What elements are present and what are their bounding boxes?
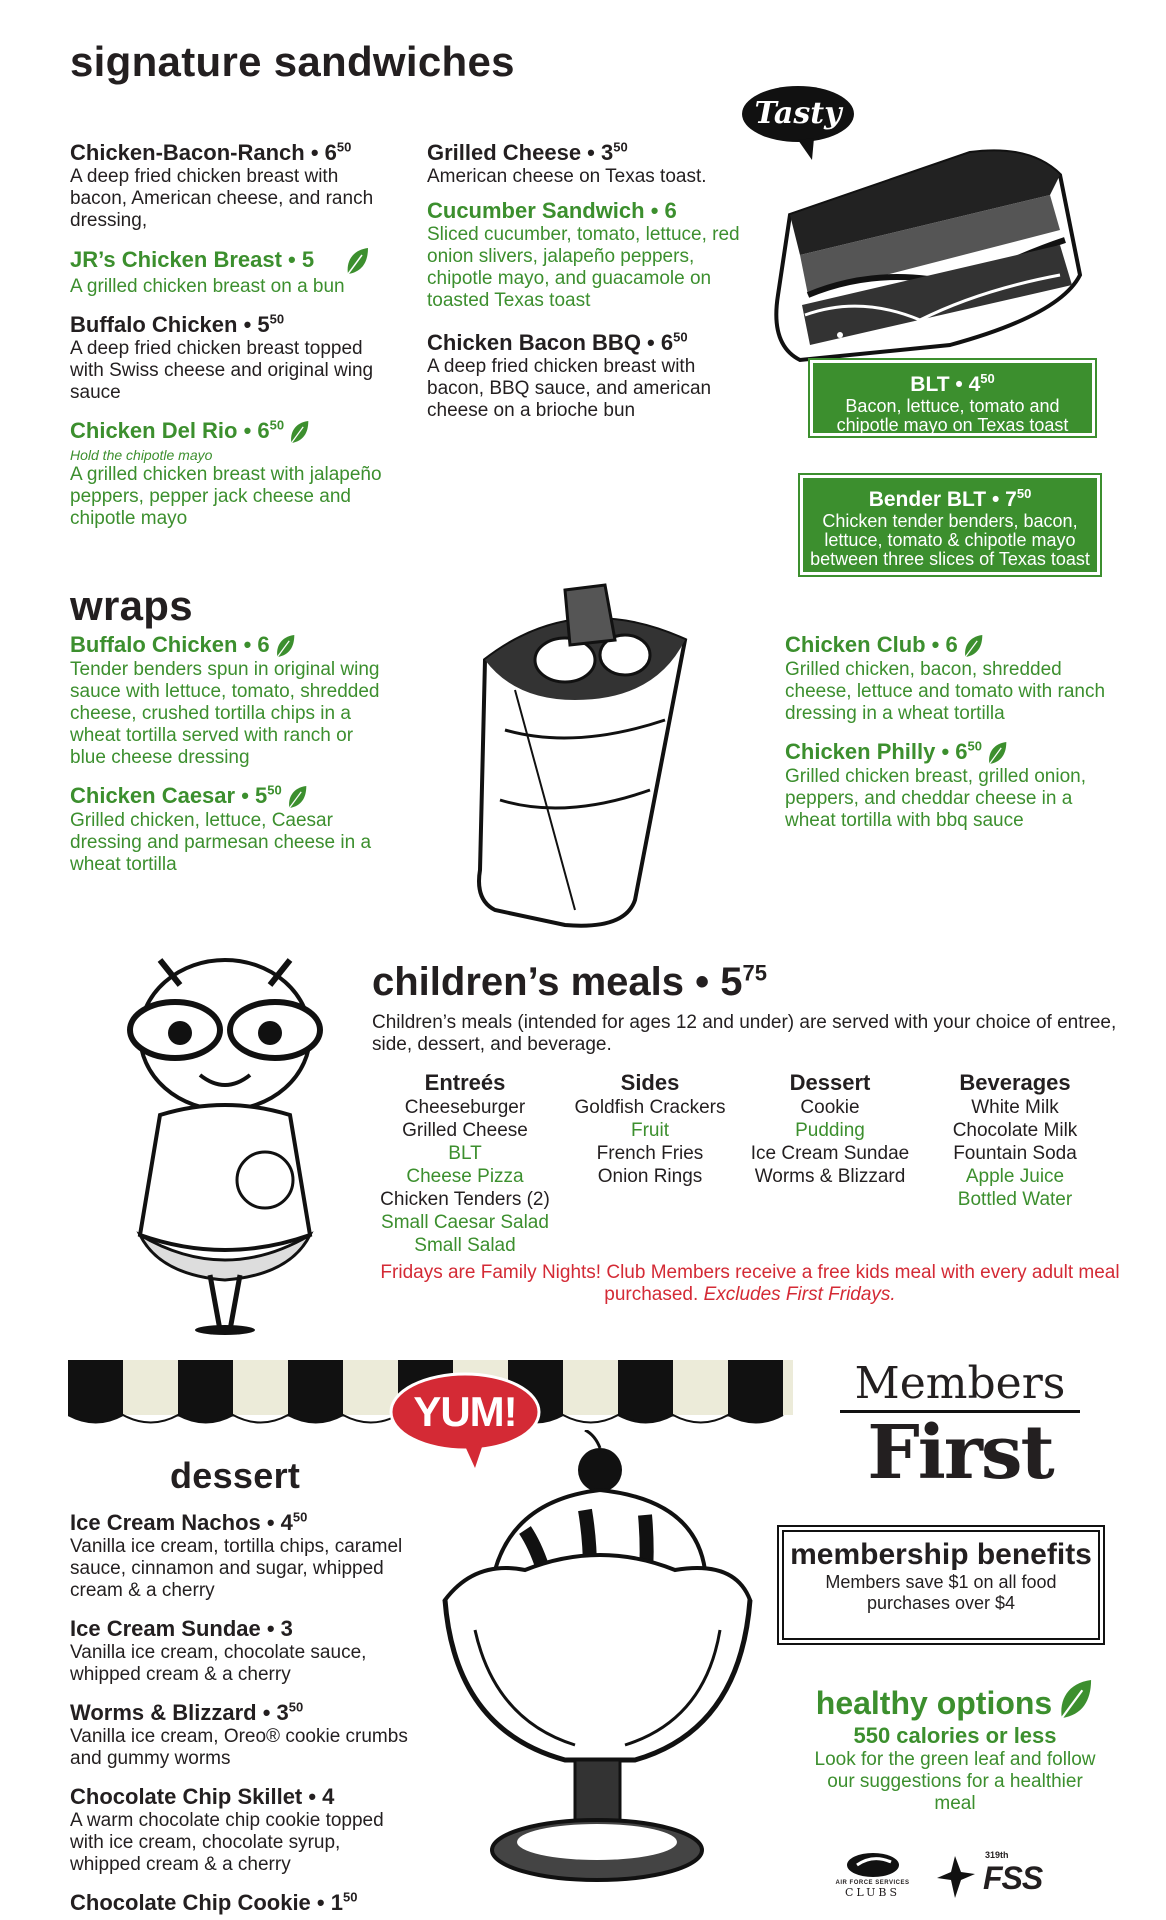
menu-item-jrs-chicken-breast bbox=[70, 246, 400, 298]
wrap-illustration bbox=[455, 580, 715, 940]
item-price-cents: 50 bbox=[342, 1889, 358, 1905]
fss-text: FSS bbox=[983, 1860, 1043, 1896]
kids-item: White Milk bbox=[971, 1097, 1059, 1118]
item-price-cents: 50 bbox=[967, 738, 983, 754]
kid-illustration bbox=[90, 945, 360, 1335]
item-name: Ice Cream Nachos • 4 bbox=[70, 1510, 293, 1535]
kids-col-header: Entreés bbox=[424, 1070, 506, 1095]
sandwiches-title: signature sandwiches bbox=[70, 38, 515, 85]
menu-item-chicken-bacon-ranch bbox=[70, 140, 400, 232]
fss-small: 319th bbox=[985, 1850, 1009, 1860]
kids-item: Cookie bbox=[800, 1097, 860, 1118]
item-desc: A grilled chicken breast on a bun bbox=[70, 276, 345, 297]
item-name: BLT • 4 bbox=[910, 373, 981, 396]
item-name: JR’s Chicken Breast • 5 bbox=[70, 246, 315, 272]
wraps-right bbox=[785, 632, 1115, 846]
kids-intro: Children’s meals (intended for ages 12 and under) are served with your choice of entree, side, dessert, and beverage. bbox=[372, 1012, 1117, 1055]
item-desc: A deep fried chicken breast with bacon, BBQ sauce, and american cheese on a brioche bun bbox=[427, 356, 712, 421]
kids-item: Small Salad bbox=[414, 1235, 516, 1256]
sundae-image bbox=[435, 1430, 755, 1900]
yum-bubble-text: YUM! bbox=[413, 1388, 517, 1435]
kids-col-dessert bbox=[740, 1070, 920, 1188]
dessert-title: dessert bbox=[170, 1455, 301, 1496]
item-name: Chicken Bacon BBQ • 6 bbox=[427, 330, 674, 355]
kids-col-header: Dessert bbox=[789, 1070, 871, 1095]
benefits-desc: Members save $1 on all food purchases over $4 bbox=[825, 1572, 1057, 1613]
fss-emblem-icon bbox=[935, 1852, 977, 1900]
menu-item-ice-cream-nachos bbox=[70, 1510, 410, 1602]
item-desc: Tender benders spun in original wing sauce with lettuce, tomato, shredded cheese, crushed tortilla chips in a wheat tortilla served with ranch or blue cheese dressing bbox=[70, 659, 380, 769]
item-desc: A deep fried chicken breast with bacon, American cheese, and ranch dressing, bbox=[70, 166, 374, 231]
item-desc: Grilled chicken, bacon, shredded cheese, lettuce and tomato with ranch dressing in a wheat tortilla bbox=[785, 659, 1106, 725]
kids-item: Goldfish Crackers bbox=[574, 1097, 726, 1118]
item-price-cents: 50 bbox=[269, 311, 285, 327]
item-desc: American cheese on Texas toast. bbox=[427, 166, 707, 187]
kids-item: Worms & Blizzard bbox=[754, 1166, 906, 1187]
dessert-list bbox=[70, 1510, 410, 1920]
item-note: Hold the chipotle mayo bbox=[70, 447, 213, 464]
leaf-icon bbox=[274, 633, 296, 659]
item-name: Chicken Philly • 6 bbox=[785, 739, 968, 765]
kids-item: Pudding bbox=[795, 1120, 865, 1141]
kids-title bbox=[372, 960, 767, 1005]
kid-image bbox=[90, 945, 360, 1335]
item-desc: A deep fried chicken breast topped with Swiss cheese and original wing sauce bbox=[70, 338, 374, 403]
menu-item-grilled-cheese bbox=[427, 140, 757, 188]
kids-item: Cheeseburger bbox=[404, 1097, 526, 1118]
kids-col-header: Sides bbox=[620, 1070, 680, 1095]
healthy-title: healthy options bbox=[815, 1685, 1053, 1721]
kids-col-entrees bbox=[370, 1070, 560, 1257]
kids-col-beverages bbox=[925, 1070, 1105, 1211]
item-price-cents: 50 bbox=[288, 1699, 304, 1715]
wraps-title: wraps bbox=[70, 582, 193, 629]
wraps-left bbox=[70, 632, 390, 890]
item-desc: Vanilla ice cream, tortilla chips, caramel sauce, cinnamon and sugar, whipped cream & a cherry bbox=[70, 1536, 403, 1601]
item-price-cents: 50 bbox=[980, 371, 995, 386]
menu-item-chicken-bacon-bbq bbox=[427, 330, 757, 422]
item-desc: Grilled chicken breast, grilled onion, peppers, and cheddar cheese in a wheat tortilla with bbq sauce bbox=[785, 766, 1086, 832]
sandwich-image bbox=[760, 145, 1100, 375]
kids-item: BLT bbox=[448, 1143, 482, 1164]
item-name: Chicken Club • 6 bbox=[785, 632, 958, 657]
kids-item: Fruit bbox=[631, 1120, 669, 1141]
item-price-cents: 50 bbox=[267, 782, 282, 798]
leaf-icon bbox=[344, 246, 370, 276]
bender-blt-banner bbox=[800, 475, 1100, 575]
healthy-desc: Look for the green leaf and follow our suggestions for a healthier meal bbox=[814, 1748, 1096, 1814]
healthy-sub: 550 calories or less bbox=[853, 1722, 1057, 1748]
kids-item: Small Caesar Salad bbox=[381, 1212, 549, 1233]
item-desc: Chicken tender benders, bacon, lettuce, tomato & chipotle mayo between three slices of Texas toast bbox=[810, 511, 1090, 569]
sandwich-illustration bbox=[760, 145, 1100, 375]
leaf-icon bbox=[986, 740, 1008, 766]
item-price-cents: 50 bbox=[1016, 486, 1032, 501]
menu-item-ice-cream-sundae bbox=[70, 1616, 410, 1686]
item-name: Chocolate Chip Skillet • 4 bbox=[70, 1784, 335, 1809]
item-name: Chicken-Bacon-Ranch • 6 bbox=[70, 140, 337, 165]
kids-item: Fountain Soda bbox=[953, 1143, 1077, 1164]
sandwiches-col2 bbox=[427, 140, 757, 436]
kids-item: Ice Cream Sundae bbox=[750, 1143, 910, 1164]
item-price-cents: 50 bbox=[292, 1509, 308, 1525]
item-desc: Sliced cucumber, tomato, lettuce, red onion slivers, jalapeño peppers, chipotle mayo, and guacamole on toasted Texas toast bbox=[427, 224, 740, 311]
fss-logo bbox=[935, 1848, 1075, 1908]
item-name: Chocolate Chip Cookie • 1 bbox=[70, 1890, 343, 1915]
menu-item-chicken-del-rio bbox=[70, 418, 400, 530]
members-logo-line2: First bbox=[867, 1410, 1053, 1496]
item-price-cents: 50 bbox=[673, 329, 688, 345]
afsc-emblem-icon bbox=[843, 1850, 903, 1880]
item-name: Buffalo Chicken • 6 bbox=[70, 632, 270, 657]
kids-item: Grilled Cheese bbox=[402, 1120, 528, 1141]
kids-item: Apple Juice bbox=[965, 1166, 1065, 1187]
kids-item: French Fries bbox=[596, 1143, 704, 1164]
item-desc: A warm chocolate chip cookie topped with ice cream, chocolate syrup, whipped cream & a cherry bbox=[70, 1810, 384, 1875]
sandwiches-col1 bbox=[70, 140, 400, 544]
kids-item: Chicken Tenders (2) bbox=[380, 1189, 550, 1210]
menu-item-buffalo-chicken-wrap bbox=[70, 632, 390, 769]
menu-item-chicken-philly-wrap bbox=[785, 739, 1115, 832]
menu-item-chocolate-chip-skillet bbox=[70, 1784, 410, 1876]
kids-item: Cheese Pizza bbox=[406, 1166, 524, 1187]
kids-item: Chocolate Milk bbox=[952, 1120, 1078, 1141]
benefits-title: membership benefits bbox=[790, 1538, 1092, 1571]
leaf-icon bbox=[286, 784, 308, 810]
item-name: Ice Cream Sundae • 3 bbox=[70, 1616, 293, 1641]
item-desc: Bacon, lettuce, tomato and chipotle mayo on Texas toast bbox=[836, 396, 1069, 435]
menu-item-buffalo-chicken bbox=[70, 312, 400, 404]
family-note-text: Fridays are Family Nights! Club Members receive a free kids meal with every adult meal purchased. bbox=[380, 1262, 1120, 1305]
item-desc: Vanilla ice cream, Oreo® cookie crumbs and gummy worms bbox=[70, 1726, 408, 1769]
afsc-text: AIR FORCE SERVICES bbox=[835, 1880, 910, 1886]
healthy-options-panel bbox=[790, 1685, 1120, 1815]
menu-item-chicken-caesar-wrap bbox=[70, 783, 390, 876]
members-first-logo bbox=[840, 1360, 1080, 1510]
kids-col-header: Beverages bbox=[959, 1070, 1071, 1095]
item-name: Chicken Del Rio • 6 bbox=[70, 418, 270, 443]
leaf-icon bbox=[1056, 1675, 1094, 1723]
item-name: Cucumber Sandwich • 6 bbox=[427, 198, 677, 223]
wrap-image bbox=[455, 580, 715, 940]
family-night-note bbox=[380, 1262, 1120, 1306]
menu-item-chocolate-chip-cookie bbox=[70, 1890, 410, 1916]
membership-benefits-box bbox=[782, 1530, 1100, 1640]
air-force-clubs-logo bbox=[825, 1850, 920, 1910]
menu-item-chicken-club-wrap bbox=[785, 632, 1115, 725]
family-note-italic: Excludes First Fridays. bbox=[703, 1284, 896, 1305]
item-name: Buffalo Chicken • 5 bbox=[70, 312, 270, 337]
item-desc: Grilled chicken, lettuce, Caesar dressing and parmesan cheese in a wheat tortilla bbox=[70, 810, 372, 876]
item-desc: A grilled chicken breast with jalapeño peppers, pepper jack cheese and chipotle mayo bbox=[70, 464, 382, 530]
leaf-icon bbox=[288, 418, 310, 446]
item-price-cents: 50 bbox=[336, 139, 352, 155]
kids-item: Bottled Water bbox=[957, 1189, 1073, 1210]
menu-item-worms-blizzard bbox=[70, 1700, 410, 1770]
kids-price-cents: 75 bbox=[742, 960, 767, 986]
item-name: Chicken Caesar • 5 bbox=[70, 783, 268, 809]
blt-banner bbox=[810, 360, 1095, 436]
item-name: Bender BLT • 7 bbox=[868, 488, 1017, 511]
kids-title-text: children’s meals • 5 bbox=[372, 960, 743, 1004]
afsc-clubs: CLUBS bbox=[844, 1886, 900, 1899]
members-logo-line1: Members bbox=[840, 1360, 1080, 1413]
item-name: Grilled Cheese • 3 bbox=[427, 140, 614, 165]
item-desc: Vanilla ice cream, chocolate sauce, whipped cream & a cherry bbox=[70, 1642, 367, 1685]
kids-item: Onion Rings bbox=[597, 1166, 703, 1187]
menu-item-cucumber-sandwich bbox=[427, 198, 757, 312]
item-name: Worms & Blizzard • 3 bbox=[70, 1700, 289, 1725]
leaf-icon bbox=[962, 633, 984, 659]
item-price-cents: 50 bbox=[269, 417, 285, 433]
kids-col-sides bbox=[560, 1070, 740, 1188]
tasty-bubble-text: Tasty bbox=[754, 96, 842, 131]
sundae-illustration bbox=[435, 1430, 755, 1900]
item-price-cents: 50 bbox=[613, 139, 628, 155]
